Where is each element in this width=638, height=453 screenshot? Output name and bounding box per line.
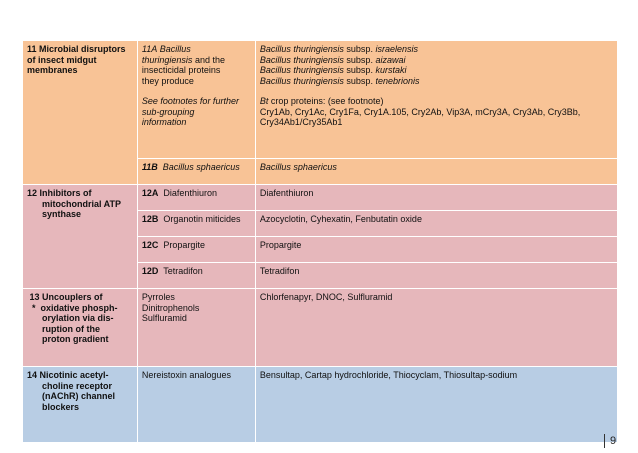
subgroup-12b-cell: 12B Organotin miticides [137,211,255,237]
active-ingredient: Bacillus thuringiensis subsp. israelensis [259,44,418,54]
subgroup-code: 11B [141,161,158,172]
footnote-marker: * [32,302,36,313]
subgroup-11a-cell: 11A Bacillus thuringiensis and the insecticidal proteins they produce See footnotes for further sub-grouping information [137,41,255,159]
actives-12a-cell: Diafenthiuron [255,185,617,211]
subgroup-code: 12A [141,188,159,198]
active-ingredient: Bacillus thuringiensis subsp. kurstaki [259,65,407,75]
actives-11b-cell: Bacillus sphaericus [255,158,617,184]
subgroup-12c-cell: 12C Propargite [137,237,255,263]
group-number: 13 [29,292,40,302]
table-row-12a [23,185,618,211]
footnote-note: See footnotes for further [141,96,239,106]
subgroup-code: 12C [141,240,159,250]
group-title: Microbial disruptors of insect midgut membranes [27,44,126,75]
group-12-cell: 12 Inhibitors of mitochondrial ATP synthase [23,185,138,289]
table-row-14 [23,367,618,443]
moa-classification-table [22,40,618,443]
subgroup-code: 12D [141,266,159,276]
actives-12b-cell: Azocyclotin, Cyhexatin, Fenbutatin oxide [255,211,617,237]
group-number: 14 [27,370,38,380]
actives-11a-cell: Bacillus thuringiensis subsp. israelensis Bacillus thuringiensis subsp. aizawai Bacillus thuringiensis subsp. kurstaki Bacillus thuringiensis subsp. tenebrionis Bt crop proteins: (see footnote) Cry1Ab, Cry1Ac, Cry1Fa, Cry1A.105, Cry2Ab, Vip3A, mCry3A, Cry3Ab, Cry3Bb, Cry34Ab1/Cry35Ab1 [255,41,617,159]
subgroup-code: 12B [141,214,159,224]
subgroup-11b-cell: 11B Bacillus sphaericus [137,158,255,184]
actives-14-cell: Bensultap, Cartap hydrochloride, Thiocyclam, Thiosultap-sodium [255,367,617,443]
subgroup-12a-cell: 12A Diafenthiuron [137,185,255,211]
group-number: 11 [27,44,37,54]
table-row-11a [23,41,618,159]
subgroup-code: 11A [141,44,158,54]
bt-crop-proteins: Bt crop proteins: (see footnote) [259,96,384,106]
group-number: 12 [27,188,38,198]
actives-12d-cell: Tetradifon [255,263,617,289]
group-13-cell: 13 Uncouplers of * oxidative phosph- orylation via dis- ruption of the proton gradient [23,289,138,367]
active-ingredient: Bacillus thuringiensis subsp. tenebrionis [259,75,420,86]
actives-13-cell: Chlorfenapyr, DNOC, Sulfluramid [255,289,617,367]
actives-12c-cell: Propargite [255,237,617,263]
page-number: 9 [604,434,616,448]
subgroup-12d-cell: 12D Tetradifon [137,263,255,289]
chem-class-14-cell: Nereistoxin analogues [137,367,255,443]
chem-class-13-cell: Pyrroles Dinitrophenols Sulfluramid [137,289,255,367]
group-14-cell: 14 Nicotinic acetyl- choline receptor (nAChR) channel blockers [23,367,138,443]
active-ingredient: Bacillus thuringiensis subsp. aizawai [259,54,406,65]
group-11-cell [23,41,138,185]
table-row-13 [23,289,618,367]
